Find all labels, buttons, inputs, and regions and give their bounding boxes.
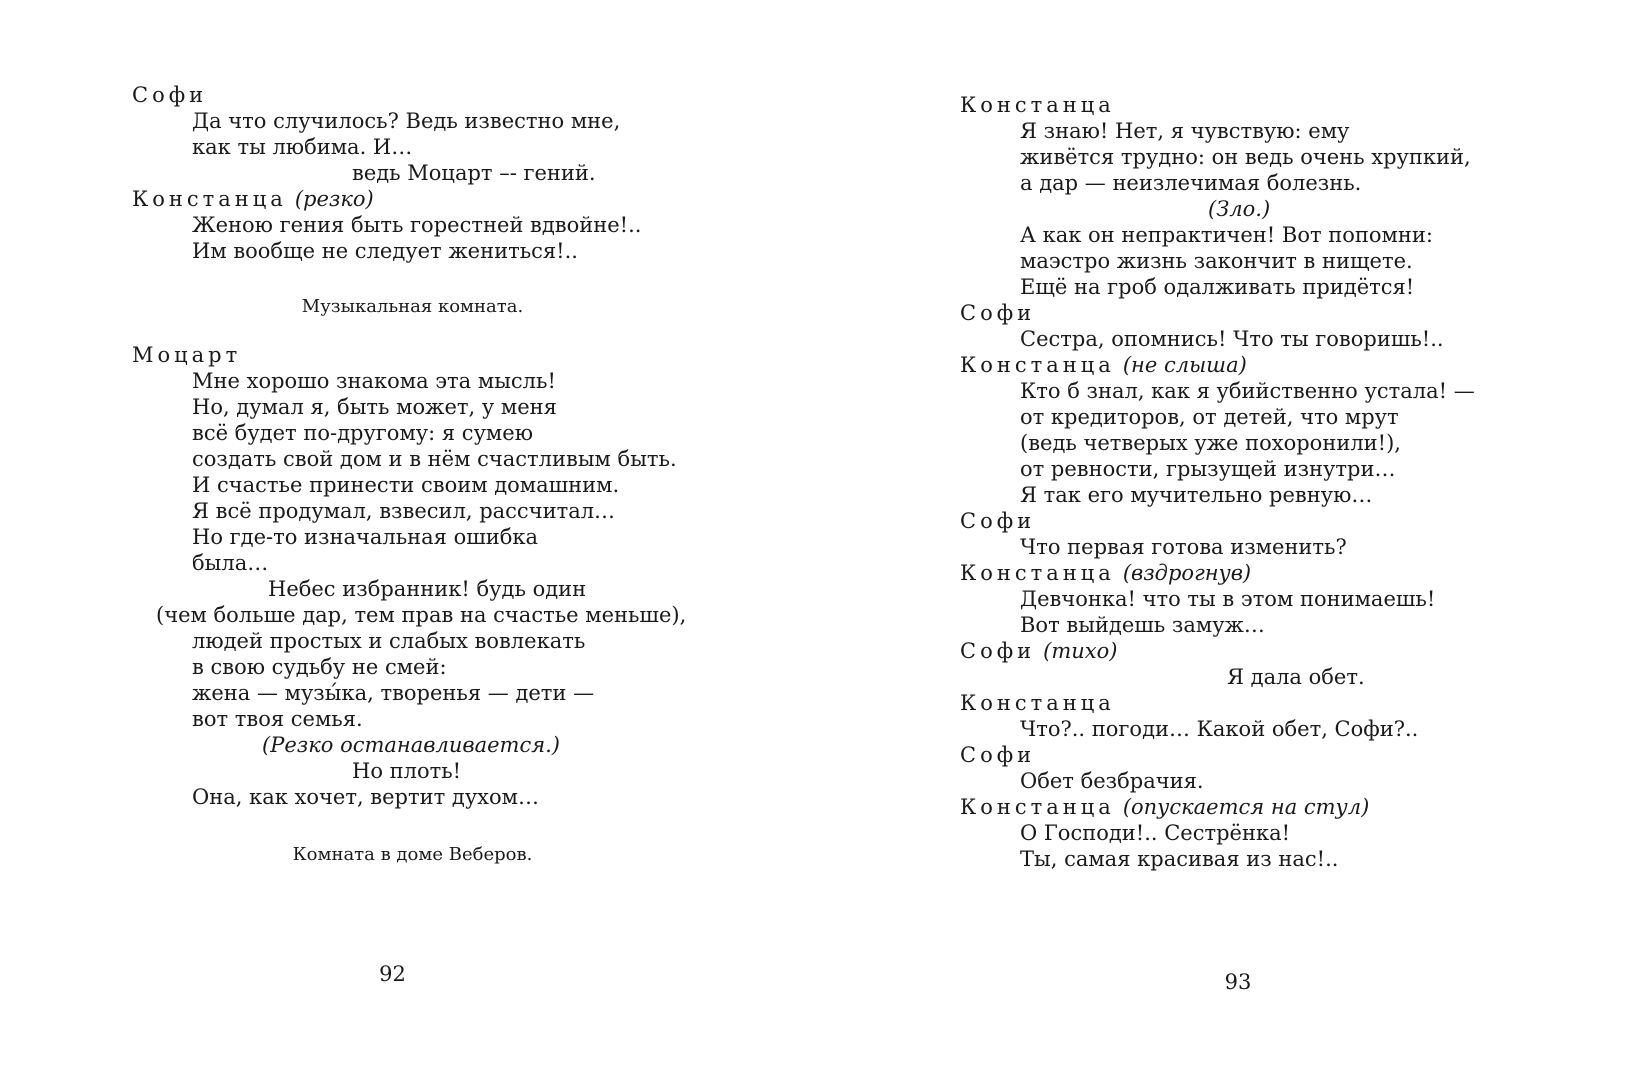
verse-line: И счастье принести своим домашним. (192, 473, 620, 497)
verse-line: жена — музы́ка, творенья — дети — (192, 681, 595, 705)
speaker-name: Констанца (132, 187, 287, 211)
speaker-remark: (тихо) (1043, 639, 1118, 663)
stage-heading: Музыкальная комната. (301, 296, 524, 317)
stage-direction: (Зло.) (1208, 197, 1271, 221)
verse-line: Девчонка! что ты в этом понимаешь! (1020, 587, 1436, 611)
verse-line: Что?.. погоди… Какой обет, Софи?.. (1020, 717, 1419, 741)
verse-line: людей простых и слабых вовлекать (192, 629, 586, 653)
speaker-remark: (вздрогнув) (1122, 561, 1252, 585)
speaker-name: Констанца (960, 561, 1115, 585)
speaker-name: Констанца (960, 795, 1115, 819)
speaker-name: Софи (132, 83, 208, 107)
verse-line: в свою судьбу не смей: (192, 655, 447, 679)
speaker-line (960, 742, 1035, 768)
verse-line: Небес избранник! будь один (268, 577, 587, 601)
speaker-name: Софи (960, 301, 1036, 325)
speaker-line (960, 92, 1115, 118)
verse-line: Ты, самая красивая из нас!.. (1020, 847, 1339, 871)
verse-line: Кто б знал, как я убийственно устала! — (1020, 379, 1475, 403)
stage-heading: Комната в доме Веберов. (292, 844, 533, 865)
verse-line: маэстро жизнь закончит в нищете. (1020, 249, 1413, 273)
verse-line: была… (192, 551, 269, 575)
stage-direction: (Резко останавливается.) (262, 733, 560, 757)
verse-line: от ревности, грызущей изнутри… (1020, 457, 1396, 481)
speaker-line (132, 186, 374, 212)
speaker-line (960, 690, 1115, 716)
verse-line: Но плоть! (352, 759, 462, 783)
verse-line: Я знаю! Нет, я чувствую: ему (1020, 119, 1350, 143)
verse-line: Что первая готова изменить? (1020, 535, 1347, 559)
speaker-remark: (резко) (294, 187, 374, 211)
verse-line: Вот выйдешь замуж… (1020, 613, 1265, 637)
verse-line: Да что случилось? Ведь известно мне, (192, 109, 621, 133)
speaker-line (960, 794, 1369, 820)
verse-line: ведь Моцарт –- гений. (352, 161, 596, 185)
speaker-remark: (опускается на стул) (1122, 795, 1370, 819)
speaker-line (960, 560, 1251, 586)
verse-line: Она, как хочет, вертит духом… (192, 785, 540, 809)
speaker-name: Софи (960, 509, 1036, 533)
verse-line: (ведь четверых уже похоронили!), (1020, 431, 1401, 455)
speaker-line (960, 508, 1035, 534)
verse-line: Но, думал я, быть может, у меня (192, 395, 557, 419)
speaker-line (960, 300, 1035, 326)
speaker-line (960, 638, 1117, 664)
verse-line: вот твоя семья. (192, 707, 363, 731)
speaker-line (960, 352, 1247, 378)
speaker-name: Констанца (960, 93, 1115, 117)
speaker-name: Констанца (960, 691, 1115, 715)
left-page (0, 0, 825, 1080)
verse-line: А как он непрактичен! Вот попомни: (1020, 223, 1433, 247)
verse-line: О Господи!.. Сестрёнка! (1020, 821, 1291, 845)
speaker-line (132, 82, 207, 108)
speaker-name: Софи (960, 639, 1036, 663)
speaker-remark: (не слыша) (1122, 353, 1247, 377)
verse-line: от кредиторов, от детей, что мрут (1020, 405, 1399, 429)
verse-line: (чем больше дар, тем прав на счастье меньше), (156, 603, 687, 627)
verse-line: Обет безбрачия. (1020, 769, 1204, 793)
verse-line: Я дала обет. (1227, 665, 1365, 689)
page-number: 92 (379, 962, 406, 986)
speaker-name: Констанца (960, 353, 1115, 377)
verse-line: Мне хорошо знакома эта мысль! (192, 369, 556, 393)
verse-line: Им вообще не следует жениться!.. (192, 239, 578, 263)
verse-line: Я всё продумал, взвесил, рассчитал… (192, 499, 616, 523)
page-number: 93 (1224, 970, 1252, 994)
verse-line: Ещё на гроб одалживать придётся! (1020, 275, 1415, 299)
speaker-name: Моцарт (132, 343, 242, 367)
verse-line: всё будет по-другому: я сумею (192, 421, 533, 445)
verse-line: как ты любима. И… (192, 135, 413, 159)
verse-line: создать свой дом и в нём счастливым быть. (192, 447, 677, 471)
verse-line: Но где-то изначальная ошибка (192, 525, 539, 549)
verse-line: Сестра, опомнись! Что ты говоришь!.. (1020, 327, 1444, 351)
verse-line: живётся трудно: он ведь очень хрупкий, (1020, 145, 1471, 169)
right-page (825, 0, 1651, 1080)
verse-line: Женою гения быть горестней вдвойне!.. (192, 213, 642, 237)
speaker-name: Софи (960, 743, 1036, 767)
verse-line: Я так его мучительно ревную… (1020, 483, 1373, 507)
speaker-line (132, 342, 241, 368)
verse-line: а дар — неизлечимая болезнь. (1020, 171, 1362, 195)
